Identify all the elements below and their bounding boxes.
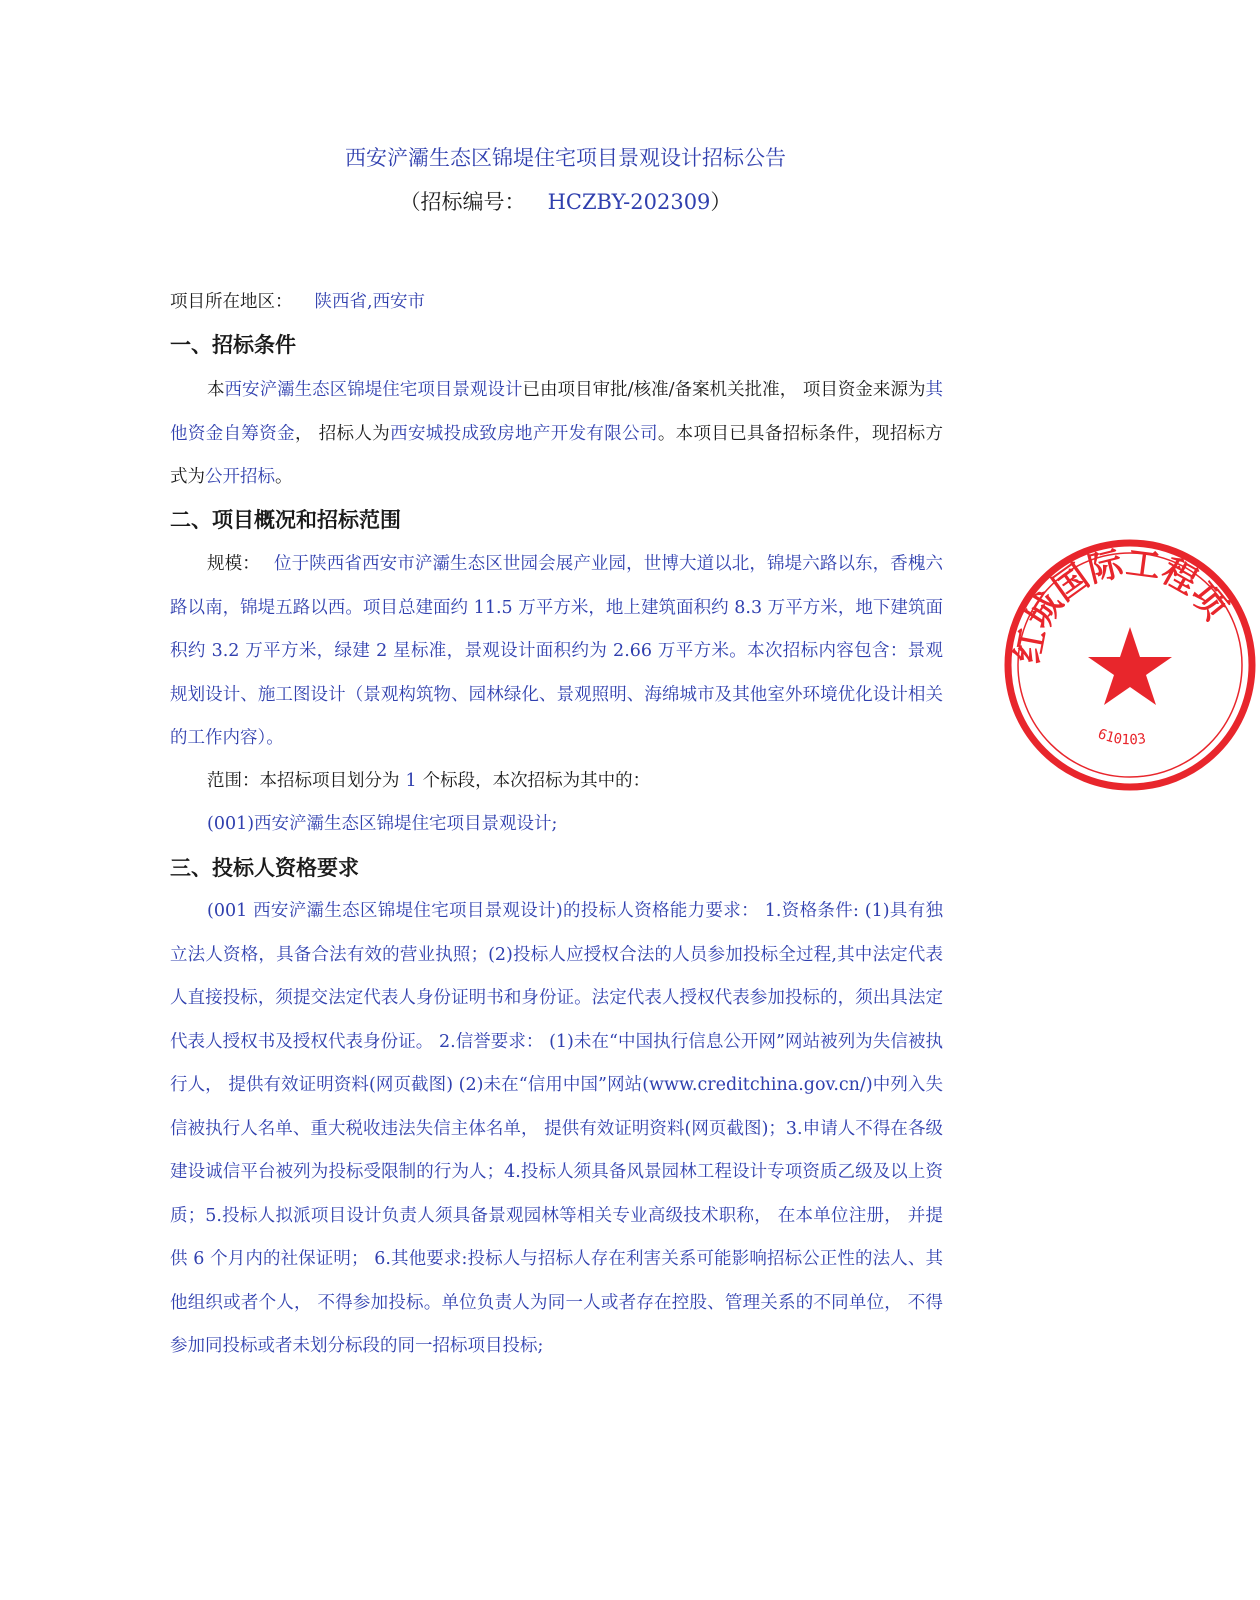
bid-number-label: （招标编号： xyxy=(399,190,526,214)
text-run: 本 xyxy=(207,380,225,400)
lot-item: (001)西安浐灞生态区锦堤住宅项目景观设计; xyxy=(207,814,558,834)
section-1-paragraph xyxy=(170,369,943,500)
region-label: 项目所在地区： xyxy=(170,292,293,312)
project-region xyxy=(170,288,960,316)
text-run: 。 xyxy=(275,467,293,487)
fund-source: 其他资金自筹资金 xyxy=(170,380,944,444)
scale-label: 规模： xyxy=(207,554,260,574)
text-run: 范围：本招标项目划分为 xyxy=(207,771,400,791)
seal-text xyxy=(1008,543,1235,667)
tender-method: 公开招标 xyxy=(205,467,275,487)
section-heading-1: 一、招标条件 xyxy=(170,333,296,357)
text-run: 。本项目已具备招标条件，现招标方式为 xyxy=(170,423,944,487)
bid-number xyxy=(0,187,1131,217)
tenderer-name: 西安城投成致房地产开发有限公司 xyxy=(390,423,658,444)
official-seal xyxy=(1000,535,1260,795)
qualification-paragraph: (001 西安浐灞生态区锦堤住宅项目景观设计)的投标人资格能力要求： 1.资格条件: (1)具有独立法人资格，具备合法有效的营业执照；(2)投标人应授权合法的人员参加投标全过程,其中法定代表人直接投标，须提交法定代表人身份证明书和身份证。法定代表人授权代表参加投标的，须出具法定代表人授权书及授权代表身份证。 2.信誉要求： (1)未在“中国执行信息公开网”网站被列为失信被执行人， 提供有效证明资料(网页截图) (2)未在“信用中国”网站(www.creditchina.gov.cn/)中列入失信被执行人名单、重大税收违法失信主体名单， 提供有效证明资料(网页截图)；3.申请人不得在各级建设诚信平台被列为投标受限制的行为人；4.投标人须具备风景园林工程设计专项资质乙级及以上资质；5.投标人拟派项目设计负责人须具备景观园林等相关专业高级技术职称， 在本单位注册， 并提供 6 个月内的社保证明； 6.其他要求:投标人与招标人存在利害关系可能影响招标公正性的法人、其他组织或者个人， 不得参加投标。单位负责人为同一人或者存在控股、管理关系的不同单位， 不得参加同投标或者未划分标段的同一招标项目投标; xyxy=(170,901,943,1356)
text-run: 个标段，本次招标为其中的： xyxy=(422,771,651,791)
seal-code xyxy=(1095,726,1147,748)
region-value: 陕西省,西安市 xyxy=(314,292,426,312)
seal-text-path: 红城国际工程项 xyxy=(1007,542,1235,667)
seal-code-path: 610103 xyxy=(1095,726,1148,749)
section-heading-2: 二、项目概况和招标范围 xyxy=(170,508,401,532)
bid-number-value: HCZBY-202309 xyxy=(547,190,711,214)
scale-text: 位于陕西省西安市浐灞生态区世园会展产业园，世博大道以北，锦堤六路以东，香槐六路以南，锦堤五路以西。项目总建面约 11.5 万平方米，地上建筑面积约 8.3 万平方米，地下建筑面积约 3.2 万平方米，绿建 2 星标准，景观设计面积约为 2.66 万平方米。本次招标内容包含：景观规划设计、施工图设计（景观构筑物、园林绿化、景观照明、海绵城市及其他室外环境优化设计相关的工作内容）。 xyxy=(170,554,944,748)
text-run: ， 招标人为 xyxy=(294,423,391,444)
document-title: 西安浐灞生态区锦堤住宅项目景观设计招标公告 xyxy=(345,146,786,170)
project-name: 西安浐灞生态区锦堤住宅项目景观设计 xyxy=(224,380,523,400)
star-icon xyxy=(1088,627,1172,705)
section-heading-3: 三、投标人资格要求 xyxy=(170,856,359,880)
lot-count: 1 xyxy=(405,771,417,791)
range-paragraph xyxy=(170,760,943,804)
bid-number-close: ） xyxy=(710,190,732,214)
scale-paragraph xyxy=(170,543,943,761)
text-run: 已由项目审批/核准/备案机关批准， 项目资金来源为 xyxy=(522,380,926,400)
